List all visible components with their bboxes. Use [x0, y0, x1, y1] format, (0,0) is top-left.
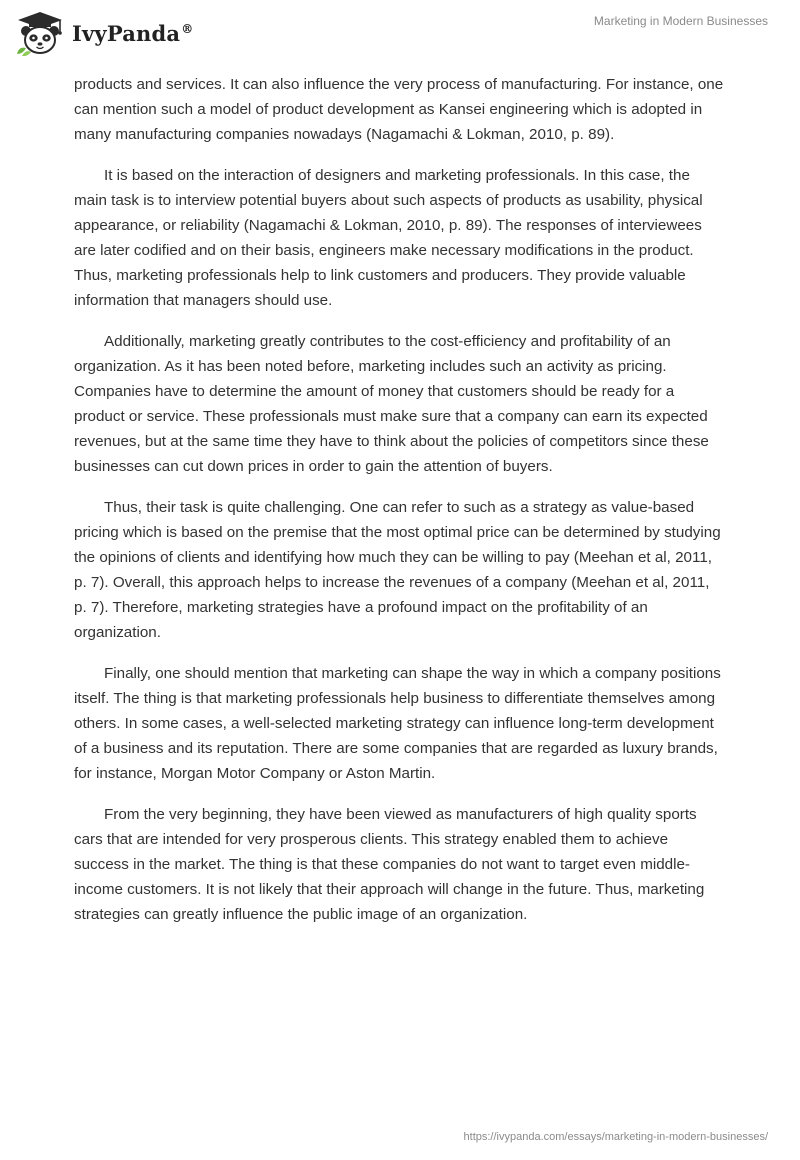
registered-mark: ®	[181, 21, 194, 36]
paragraph: products and services. It can also influence the very process of manufacturing. For instance, one can mention such a model of product development as Kansei engineering which is adopted in many manufacturing companies nowadays (Nagamachi & Lokman, 2010, p. 89).	[74, 76, 724, 143]
page-header	[0, 0, 800, 70]
paragraph: Finally, one should mention that marketing can shape the way in which a company positions itself. The thing is that marketing professionals help business to differentiate themselves among others. In some cases, a well-selected marketing strategy can influence long-term development of a business and its reputation. There are some companies that are regarded as luxury brands, for instance, Morgan Motor Company or Aston Martin.	[74, 665, 721, 782]
paragraph: Additionally, marketing greatly contributes to the cost-efficiency and profitability of an organization. As it has been noted before, marketing includes such an activity as pricing. Companies have to determine the amount of money that customers should be ready for a product or service. These professionals must make sure that a company can earn its expected revenues, but at the same time they have to think about the policies of competitors since these businesses can cut down prices in order to gain the attention of buyers.	[74, 333, 709, 475]
source-url-link[interactable]: https://ivypanda.com/essays/marketing-in-modern-businesses/	[463, 1131, 768, 1143]
panda-graduate-icon	[14, 10, 66, 56]
paragraph: Thus, their task is quite challenging. One can refer to such as a strategy as value-based pricing which is based on the premise that the most optimal price can be determined by studying the opinions of clients and identifying how much they can be willing to pay (Meehan et al, 2011, p. 7). Overall, this approach helps to increase the revenues of a company (Meehan et al, 2011, p. 7). Therefore, marketing strategies have a profound impact on the profitability of an organization.	[74, 499, 721, 641]
essay-body	[74, 72, 726, 943]
ivypanda-logo[interactable]	[14, 10, 193, 56]
paragraph: It is based on the interaction of designers and marketing professionals. In this case, the main task is to interview potential buyers about such aspects of products as usability, physical appearance, or reliability (Nagamachi & Lokman, 2010, p. 89). The responses of interviewees are later codified and on their basis, engineers make necessary modifications in the product. Thus, marketing professionals help to link customers and producers. They provide valuable information that managers should use.	[74, 167, 703, 309]
document-title: Marketing in Modern Businesses	[593, 14, 768, 28]
paragraph: From the very beginning, they have been viewed as manufacturers of high quality sports cars that are intended for very prosperous clients. This strategy enabled them to achieve success in the market. The thing is that these companies do not want to target even middle-income customers. It is not likely that their approach will change in the future. Thus, marketing strategies can greatly influence the public image of an organization.	[74, 806, 705, 923]
logo-wordmark: IvyPanda®	[72, 20, 194, 46]
